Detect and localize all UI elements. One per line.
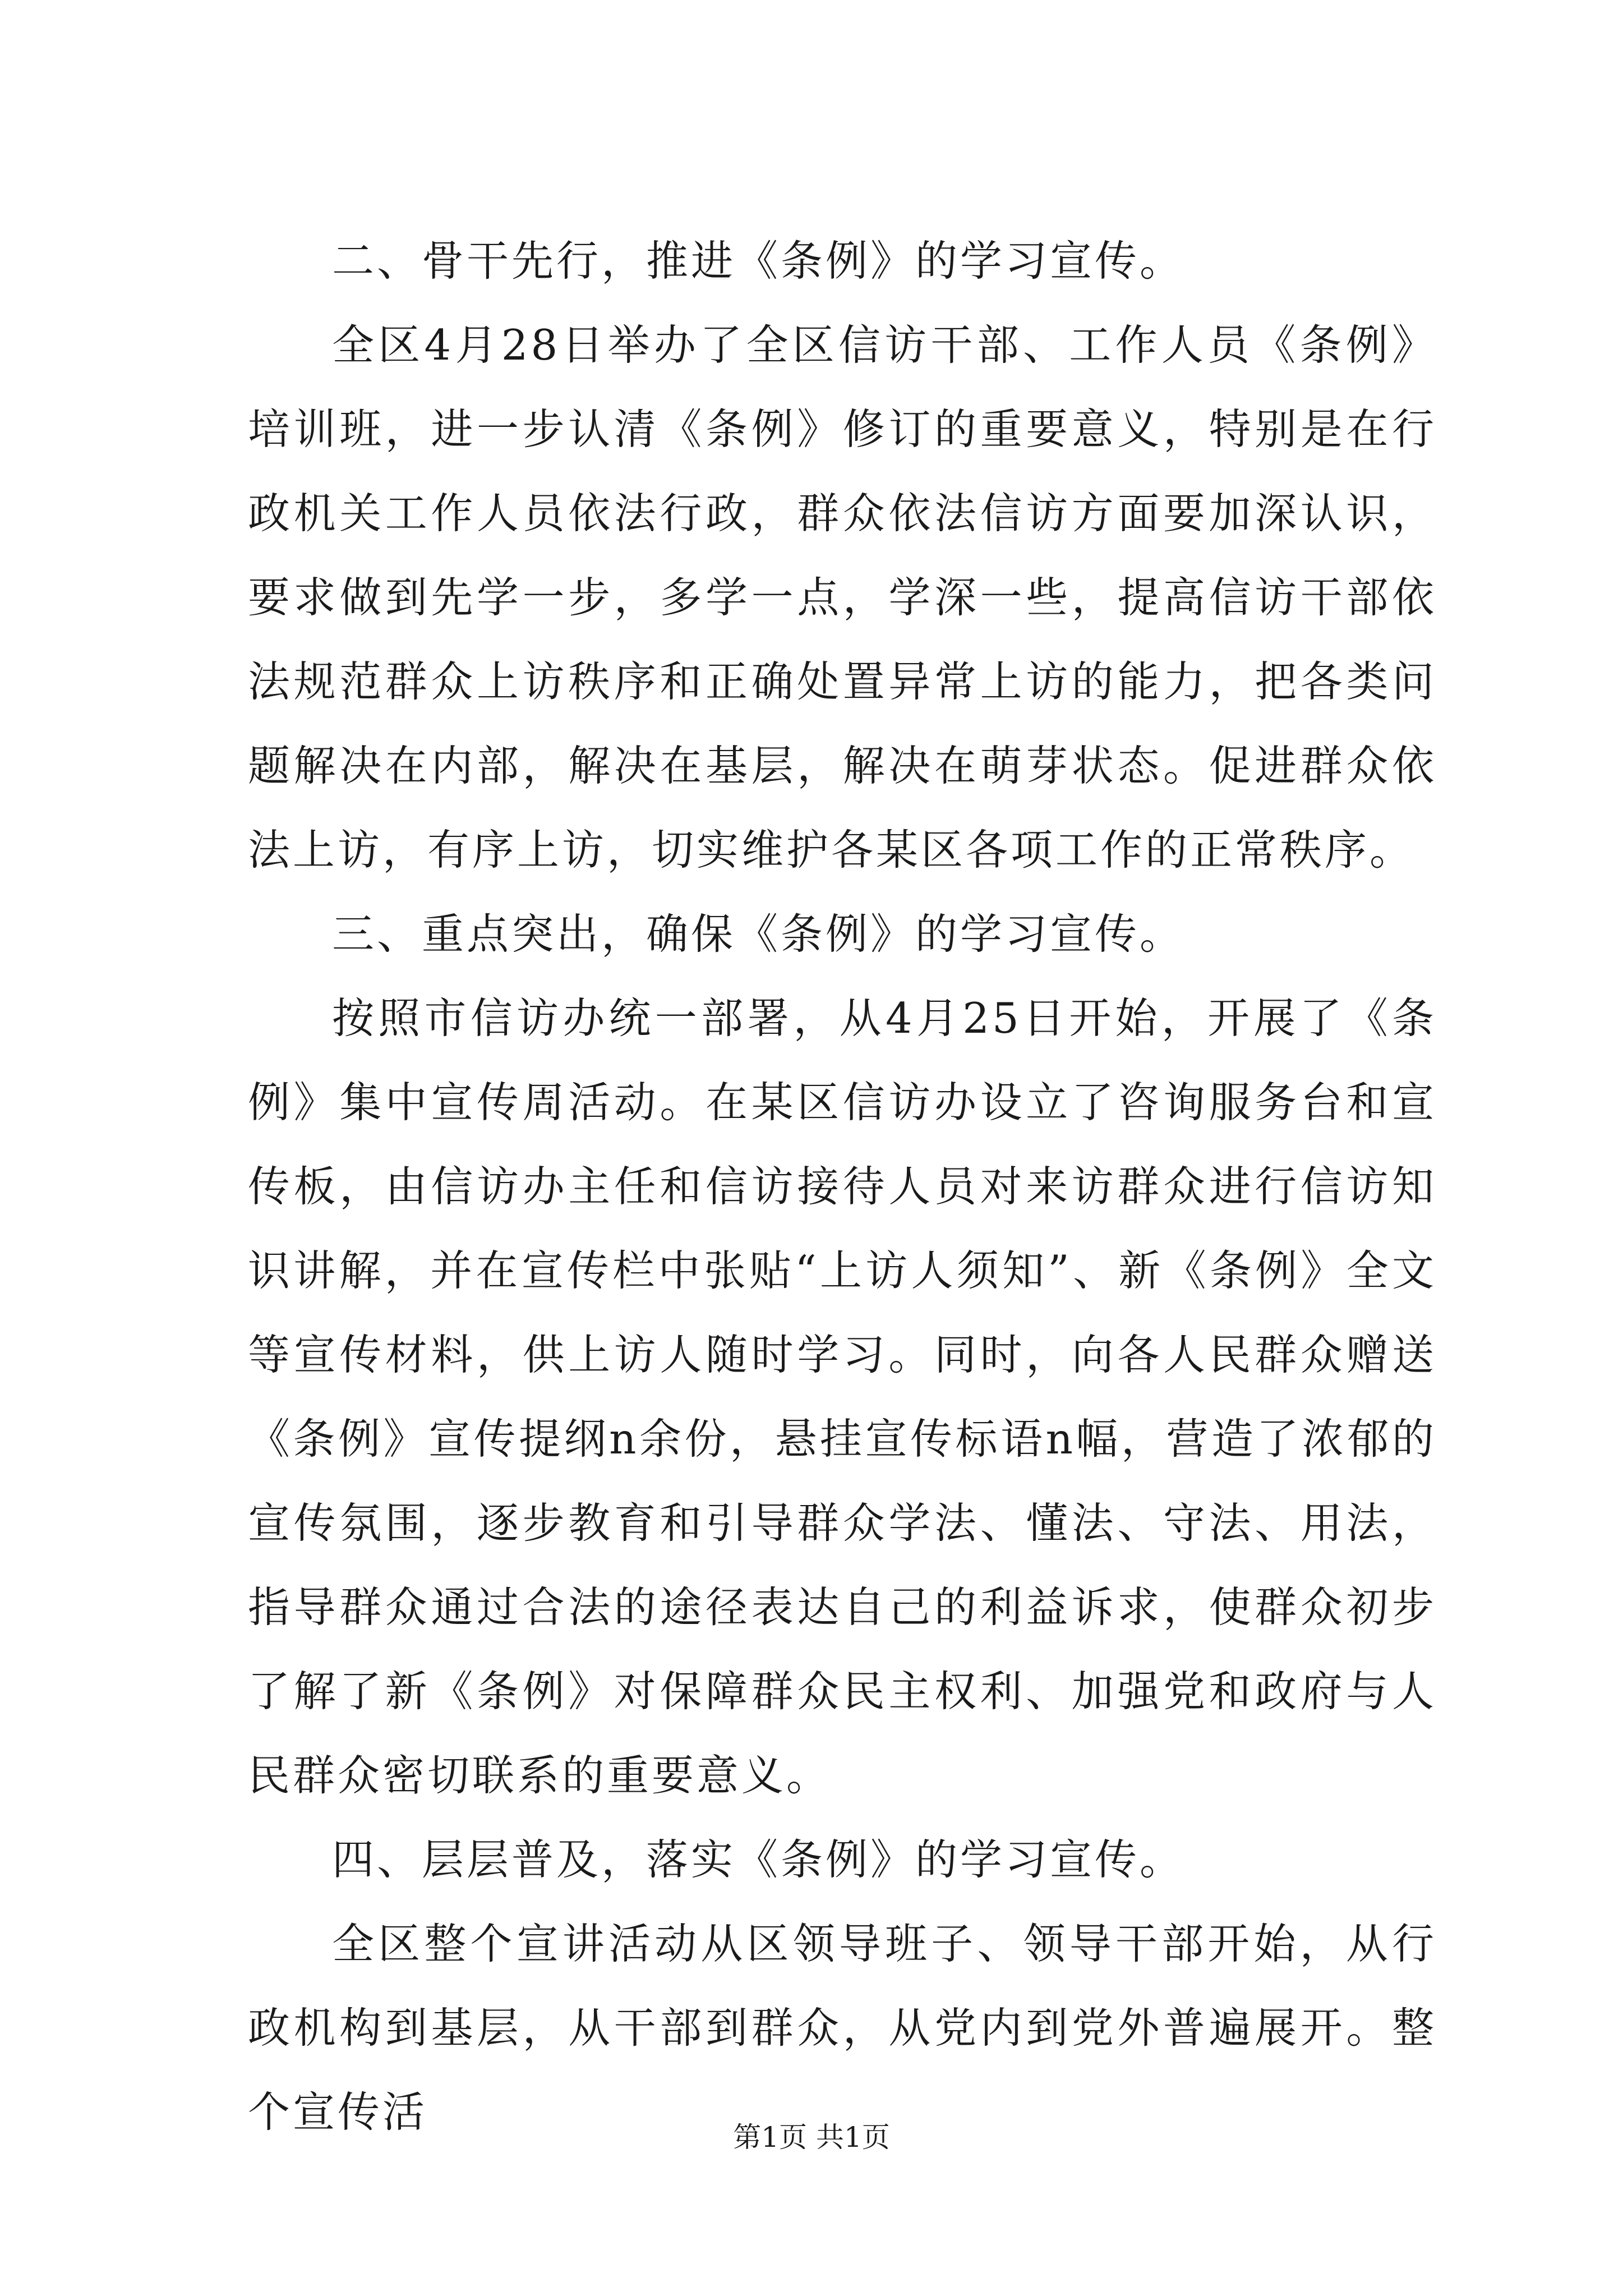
paragraph-publicity-week: 按照市信访办统一部署，从4月25日开始，开展了《条例》集中宣传周活动。在某区信访办设立了咨询服务台和宣传板，由信访办主任和信访接待人员对来访群众进行信访知识讲解，并在宣传栏中张贴“上访人须知”、新《条例》全文等宣传材料，供上访人随时学习。同时，向各人民群众赠送《条例》宣传提纲n余份，悬挂宣传标语n幅，营造了浓郁的宣传氛围，逐步教育和引导群众学法、懂法、守法、用法，指导群众通过合法的途径表达自己的利益诉求，使群众初步了解了新《条例》对保障群众民主权利、加强党和政府与人民群众密切联系的重要意义。 (248, 993, 1437, 1800)
paragraph-promotion: 全区整个宣讲活动从区领导班子、领导干部开始，从行政机构到基层，从干部到群众，从党内到党外普遍展开。整个宣传活 (248, 1919, 1437, 2137)
document-body (248, 219, 1437, 2154)
paragraph-training: 全区4月28日举办了全区信访干部、工作人员《条例》培训班，进一步认清《条例》修订的重要意义，特别是在行政机关工作人员依法行政，群众依法信访方面要加深认识，要求做到先学一步，多学一点，学深一些，提高信访干部依法规范群众上访秩序和正确处置异常上访的能力，把各类问题解决在内部，解决在基层，解决在萌芽状态。促进群众依法上访，有序上访，切实维护各某区各项工作的正常秩序。 (248, 320, 1437, 875)
section-heading-4: 四、层层普及，落实《条例》的学习宣传。 (332, 1835, 1185, 1884)
page-footer: 第1页 共1页 (733, 2121, 890, 2154)
section-heading-3: 三、重点突出，确保《条例》的学习宣传。 (332, 909, 1185, 959)
section-heading-2: 二、骨干先行，推进《条例》的学习宣传。 (332, 236, 1185, 286)
